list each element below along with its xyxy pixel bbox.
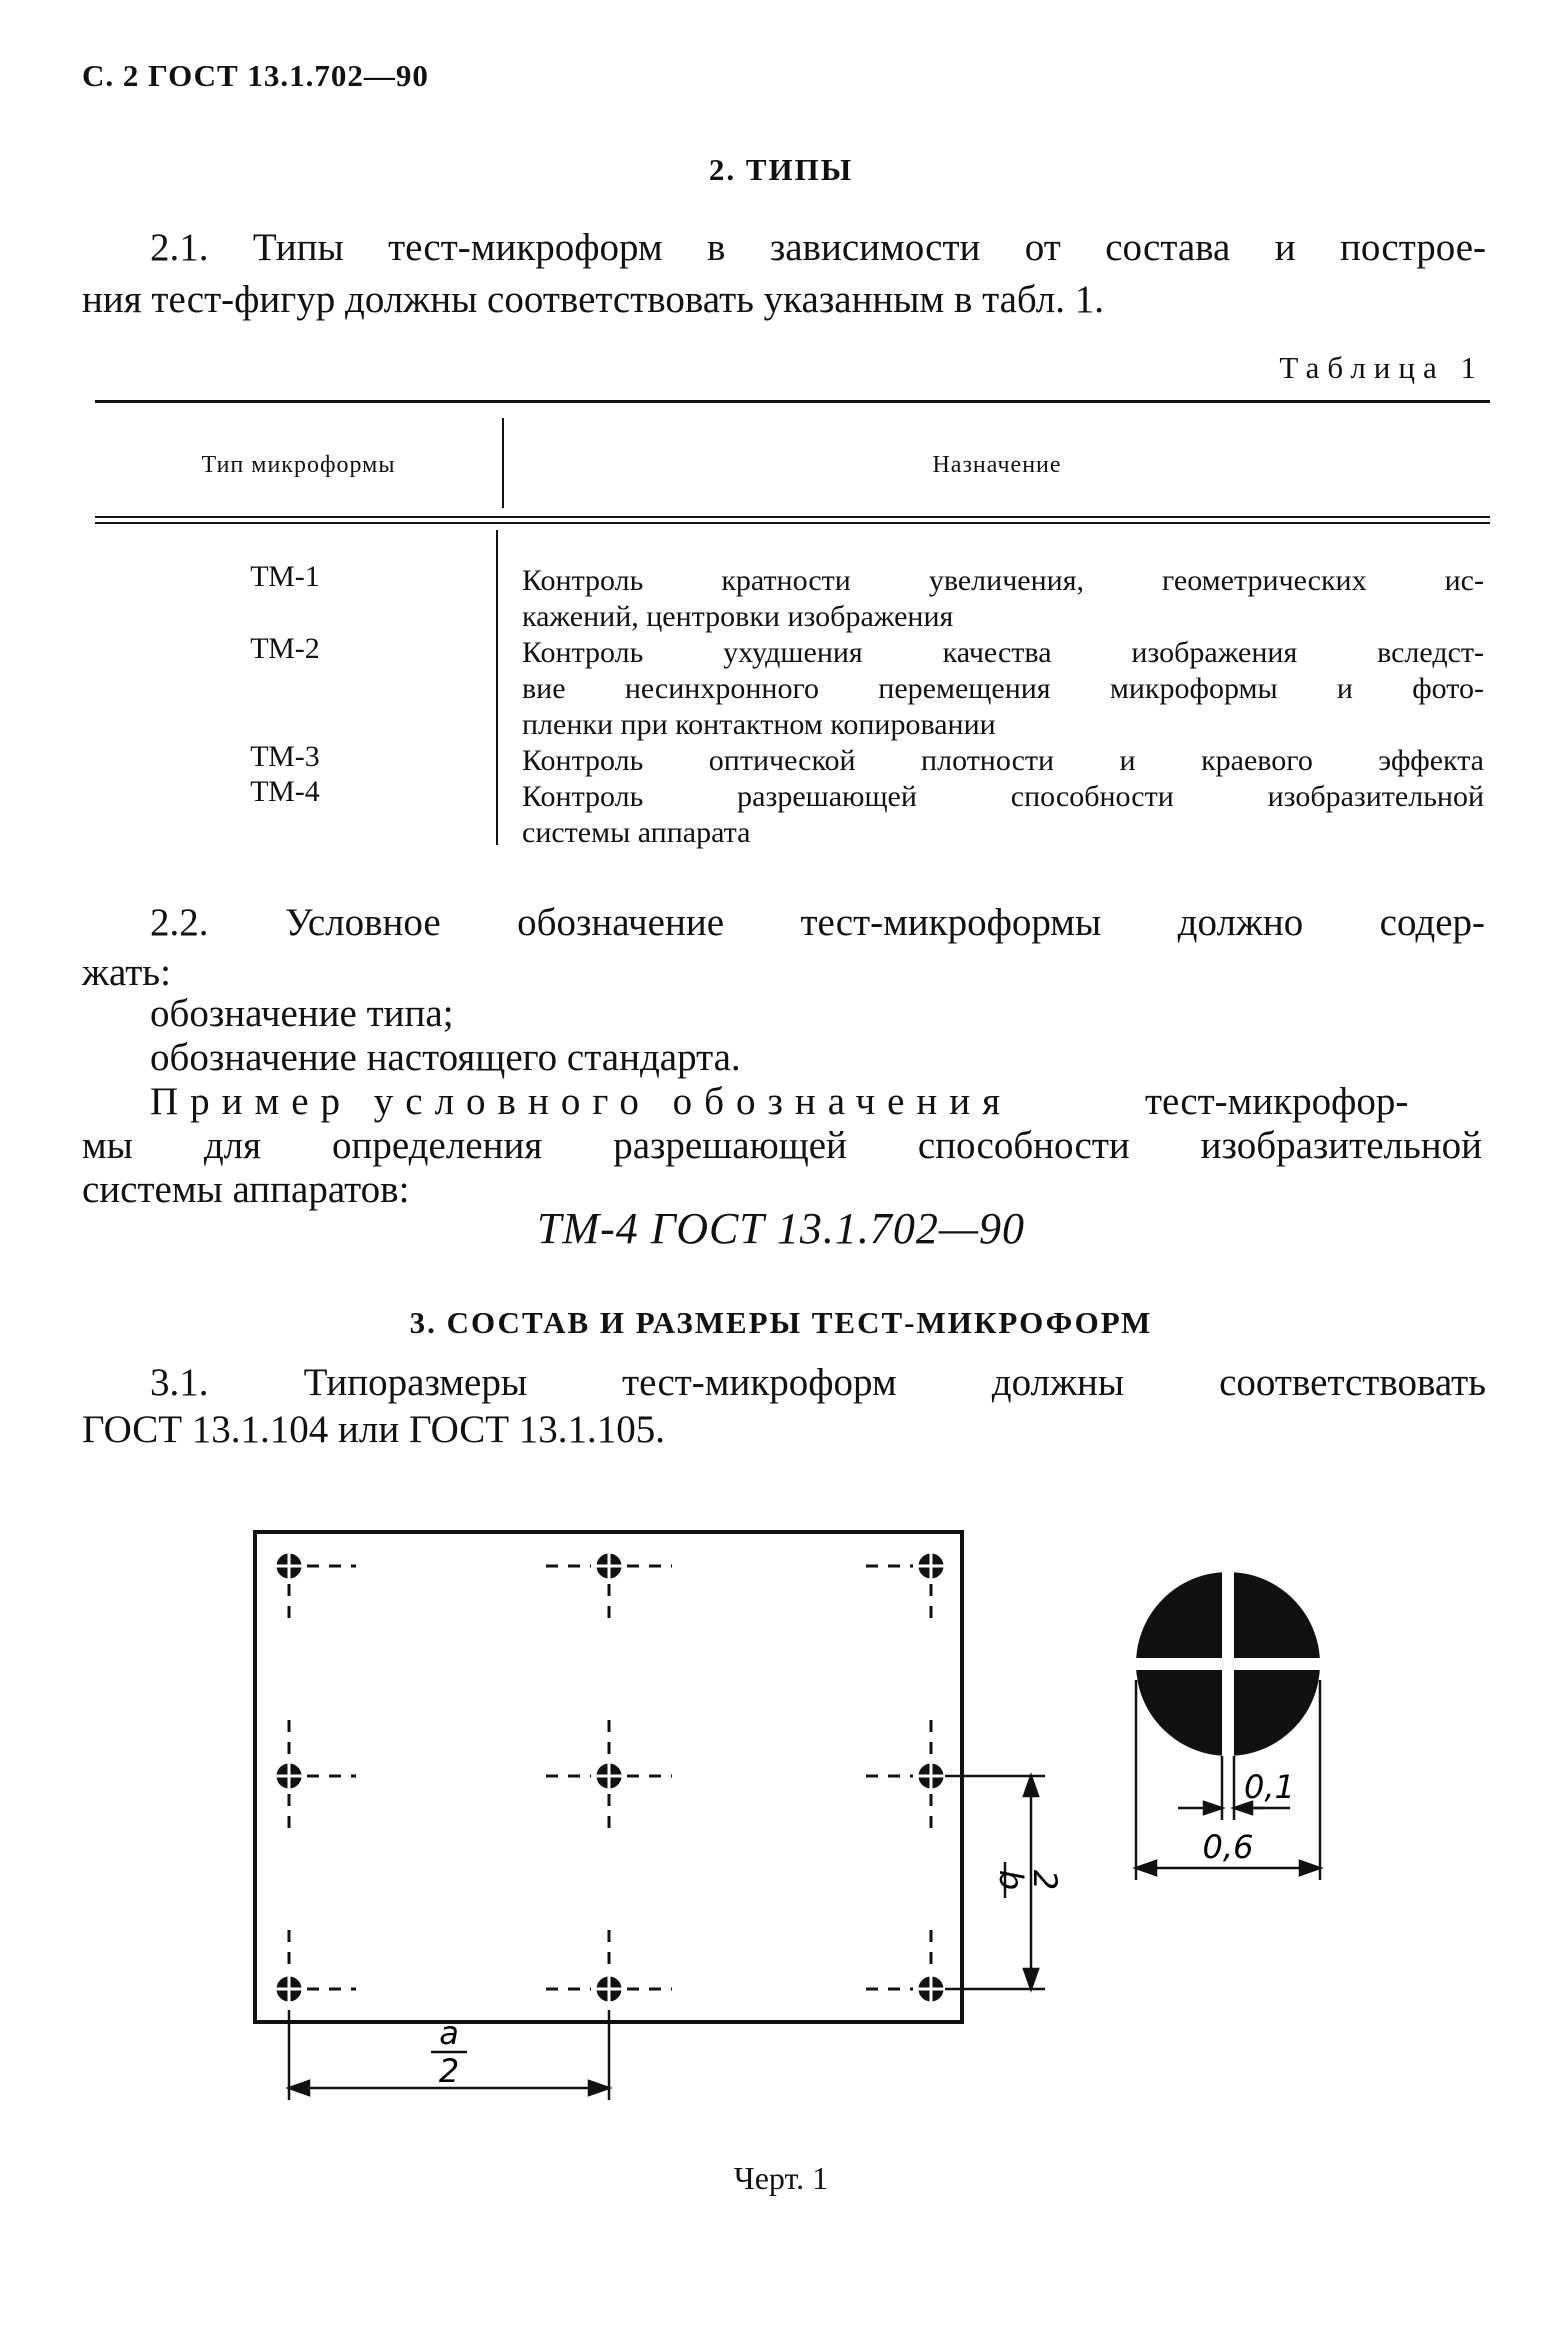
list-item-1: обозначение типа;: [150, 992, 454, 1035]
table-row-desc: Контроль кратности увеличения, геометрических ис-: [522, 564, 1484, 597]
test-mark-detail: [1136, 1572, 1320, 1756]
dim-b-denominator: 2: [1026, 1869, 1064, 1891]
section-3-title: 3. СОСТАВ И РАЗМЕРЫ ТЕСТ-МИКРОФОРМ: [409, 1305, 1153, 1340]
table-header-type: Тип микроформы: [201, 452, 396, 478]
table-header-purpose: Назначение: [932, 452, 1062, 478]
para-3-1-line2: ГОСТ 13.1.104 или ГОСТ 13.1.105.: [82, 1408, 666, 1451]
example-label: Пример условного обозначения: [150, 1080, 1013, 1123]
para-2-1-line2: ния тест-фигур должны соответствовать указанным в табл. 1.: [82, 278, 1105, 321]
table-caption: Таблица 1: [1279, 350, 1484, 385]
table-row-type: ТМ-2: [250, 632, 320, 665]
dim-a-numerator: a: [439, 2014, 459, 2052]
para-2-1-line1: 2.1. Типы тест-микроформ в зависимости от состава и построе-: [150, 226, 1486, 269]
example-text-line2: мы для определения разрешающей способности изобразительной: [82, 1124, 1482, 1167]
dim-large: 0,6: [1202, 1828, 1254, 1866]
page-header: С. 2 ГОСТ 13.1.702—90: [82, 58, 429, 93]
table-row-desc: Контроль ухудшения качества изображения вследст-: [522, 636, 1484, 669]
example-designation: ТМ-4 ГОСТ 13.1.702—90: [537, 1204, 1025, 1253]
dim-a-denominator: 2: [438, 2052, 460, 2090]
table-row-type: ТМ-4: [250, 775, 320, 808]
table-row-desc: Контроль оптической плотности и краевого эффекта: [522, 744, 1484, 777]
example-text-line1: тест-микрофор-: [1145, 1080, 1409, 1123]
table-row-desc: системы аппарата: [522, 816, 751, 849]
table-row-desc: Контроль разрешающей способности изобразительной: [522, 780, 1484, 813]
example-text-line3: системы аппаратов:: [82, 1168, 410, 1211]
para-2-2-line2: жать:: [82, 951, 171, 994]
list-item-2: обозначение настоящего стандарта.: [150, 1036, 741, 1079]
table-row-type: ТМ-1: [250, 560, 320, 593]
table-row-desc: кажений, центровки изображения: [522, 600, 954, 633]
table-row-type: ТМ-3: [250, 740, 320, 773]
table-row-desc: пленки при контактном копировании: [522, 708, 996, 741]
dim-b-numerator: b: [992, 1869, 1030, 1891]
para-3-1-line1: 3.1. Типоразмеры тест-микроформ должны соответствовать: [150, 1361, 1486, 1404]
figure-caption: Черт. 1: [733, 2160, 829, 2196]
section-2-title: 2. ТИПЫ: [708, 152, 854, 187]
dim-small: 0,1: [1244, 1768, 1295, 1806]
para-2-2-line1: 2.2. Условное обозначение тест-микроформы должно содер-: [150, 901, 1485, 944]
table-row-desc: вие несинхронного перемещения микроформы и фото-: [522, 672, 1484, 705]
